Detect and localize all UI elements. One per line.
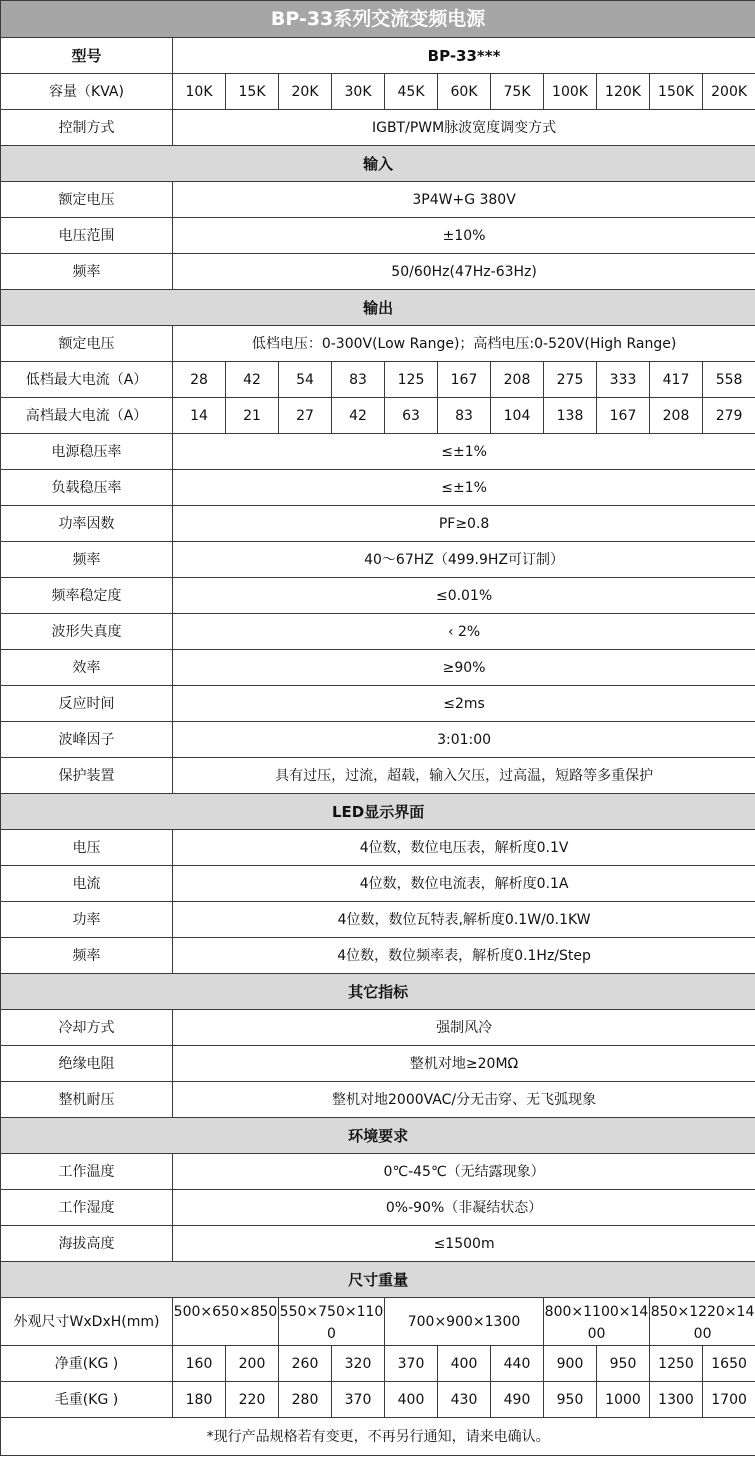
led-row-label: 频率 <box>1 938 173 974</box>
model-value: BP-33*** <box>173 38 755 74</box>
net-weight-row-value: 950 <box>597 1346 650 1382</box>
gross-weight-row-value: 1700 <box>703 1382 755 1418</box>
gross-weight-row-value: 280 <box>279 1382 332 1418</box>
high-current-row-value: 208 <box>650 398 703 434</box>
gross-weight-row-label: 毛重(KG ) <box>1 1382 173 1418</box>
high-current-row-value: 42 <box>332 398 385 434</box>
net-weight-row-value: 900 <box>544 1346 597 1382</box>
output-row <box>1 434 755 470</box>
size-section-title: 尺寸重量 <box>1 1262 755 1298</box>
title-row <box>1 1 755 38</box>
low-current-row <box>1 362 755 398</box>
net-weight-row-value: 1650 <box>703 1346 755 1382</box>
led-row <box>1 866 755 902</box>
output-row-value: 具有过压，过流，超载，输入欠压，过高温，短路等多重保护 <box>173 758 755 794</box>
output-row-label: 波峰因子 <box>1 722 173 758</box>
gross-weight-row-value: 180 <box>173 1382 226 1418</box>
control-row <box>1 110 755 146</box>
low-current-row-value: 125 <box>385 362 438 398</box>
high-current-row-label: 高档最大电流（A） <box>1 398 173 434</box>
low-current-row-label: 低档最大电流（A） <box>1 362 173 398</box>
output-section <box>1 290 755 326</box>
capacity-row-value: 60K <box>438 74 491 110</box>
env-row <box>1 1190 755 1226</box>
footnote: *现行产品规格若有变更，不再另行通知，请来电确认。 <box>1 1418 755 1456</box>
control-row-value: IGBT/PWM脉波宽度调变方式 <box>173 110 755 146</box>
led-row-value: 4位数，数位电流表，解析度0.1A <box>173 866 755 902</box>
led-row-label: 电压 <box>1 830 173 866</box>
output-row-value: ≤2ms <box>173 686 755 722</box>
output-row <box>1 470 755 506</box>
output-row-value: ≥90% <box>173 650 755 686</box>
capacity-row-value: 10K <box>173 74 226 110</box>
net-weight-row-value: 160 <box>173 1346 226 1382</box>
gross-weight-row-value: 490 <box>491 1382 544 1418</box>
other-row-value: 整机对地≥20MΩ <box>173 1046 755 1082</box>
other-section <box>1 974 755 1010</box>
input-row-value: 50/60Hz(47Hz-63Hz) <box>173 254 755 290</box>
env-row-label: 海拔高度 <box>1 1226 173 1262</box>
env-row <box>1 1226 755 1262</box>
capacity-row-value: 20K <box>279 74 332 110</box>
other-row-value: 强制风冷 <box>173 1010 755 1046</box>
output-row <box>1 686 755 722</box>
input-row-label: 额定电压 <box>1 182 173 218</box>
gross-weight-row-value: 1300 <box>650 1382 703 1418</box>
led-row-value: 4位数，数位电压表，解析度0.1V <box>173 830 755 866</box>
output-row <box>1 722 755 758</box>
other-row-label: 冷却方式 <box>1 1010 173 1046</box>
dims-label: 外观尺寸WxDxH(mm) <box>1 1298 173 1346</box>
led-row <box>1 938 755 974</box>
capacity-row-value: 100K <box>544 74 597 110</box>
low-current-row-value: 167 <box>438 362 491 398</box>
other-row <box>1 1046 755 1082</box>
net-weight-row-value: 200 <box>226 1346 279 1382</box>
env-row-label: 工作湿度 <box>1 1190 173 1226</box>
capacity-row <box>1 74 755 110</box>
output-row <box>1 506 755 542</box>
low-current-row-value: 28 <box>173 362 226 398</box>
net-weight-row-value: 370 <box>385 1346 438 1382</box>
other-row-label: 绝缘电阻 <box>1 1046 173 1082</box>
model-row <box>1 38 755 74</box>
led-row-value: 4位数，数位瓦特表,解析度0.1W/0.1KW <box>173 902 755 938</box>
net-weight-row-value: 440 <box>491 1346 544 1382</box>
env-row-value: 0℃-45℃（无结露现象） <box>173 1154 755 1190</box>
capacity-row-value: 200K <box>703 74 755 110</box>
capacity-row-value: 45K <box>385 74 438 110</box>
input-section-title: 输入 <box>1 146 755 182</box>
input-row-value: ±10% <box>173 218 755 254</box>
env-section <box>1 1118 755 1154</box>
dims-value: 550×750×1100 <box>279 1298 385 1346</box>
high-current-row-value: 138 <box>544 398 597 434</box>
capacity-row-value: 120K <box>597 74 650 110</box>
low-current-row-value: 83 <box>332 362 385 398</box>
output-row-value: ≤±1% <box>173 470 755 506</box>
low-current-row-value: 42 <box>226 362 279 398</box>
other-row-value: 整机对地2000VAC/分无击穿、无飞弧现象 <box>173 1082 755 1118</box>
output-row-label: 波形失真度 <box>1 614 173 650</box>
spec-table-body <box>1 1 755 1456</box>
other-row <box>1 1082 755 1118</box>
dims-row <box>1 1298 755 1346</box>
output-row-value: PF≥0.8 <box>173 506 755 542</box>
led-row-label: 功率 <box>1 902 173 938</box>
input-row <box>1 182 755 218</box>
capacity-row-value: 150K <box>650 74 703 110</box>
output-row-label: 反应时间 <box>1 686 173 722</box>
gross-weight-row <box>1 1382 755 1418</box>
output-row <box>1 758 755 794</box>
low-current-row-value: 333 <box>597 362 650 398</box>
dims-value: 800×1100×1400 <box>544 1298 650 1346</box>
model-label: 型号 <box>1 38 173 74</box>
output-row <box>1 578 755 614</box>
led-section <box>1 794 755 830</box>
size-section <box>1 1262 755 1298</box>
env-row <box>1 1154 755 1190</box>
high-current-row-value: 27 <box>279 398 332 434</box>
gross-weight-row-value: 220 <box>226 1382 279 1418</box>
output-row <box>1 614 755 650</box>
dims-value: 850×1220×1400 <box>650 1298 755 1346</box>
capacity-row-label: 容量（KVA) <box>1 74 173 110</box>
net-weight-row <box>1 1346 755 1382</box>
gross-weight-row-value: 430 <box>438 1382 491 1418</box>
output-row <box>1 542 755 578</box>
input-row <box>1 254 755 290</box>
net-weight-row-value: 260 <box>279 1346 332 1382</box>
capacity-row-value: 75K <box>491 74 544 110</box>
led-section-title: LED显示界面 <box>1 794 755 830</box>
led-row <box>1 902 755 938</box>
control-row-label: 控制方式 <box>1 110 173 146</box>
output-row-value: 40～67HZ（499.9HZ可订制） <box>173 542 755 578</box>
dims-value: 500×650×850 <box>173 1298 279 1346</box>
low-current-row-value: 54 <box>279 362 332 398</box>
env-row-value: 0%-90%（非凝结状态） <box>173 1190 755 1226</box>
input-section <box>1 146 755 182</box>
output-row-value: ≤±1% <box>173 434 755 470</box>
output-row <box>1 650 755 686</box>
high-current-row-value: 83 <box>438 398 491 434</box>
high-current-row-value: 14 <box>173 398 226 434</box>
output-row-value: ≤0.01% <box>173 578 755 614</box>
output-row-label: 效率 <box>1 650 173 686</box>
high-current-row-value: 104 <box>491 398 544 434</box>
env-row-label: 工作温度 <box>1 1154 173 1190</box>
output-row-label: 频率 <box>1 542 173 578</box>
capacity-row-value: 30K <box>332 74 385 110</box>
high-current-row-value: 63 <box>385 398 438 434</box>
output-row-value: ‹ 2% <box>173 614 755 650</box>
output-row-label: 电源稳压率 <box>1 434 173 470</box>
net-weight-row-value: 320 <box>332 1346 385 1382</box>
input-row-label: 电压范围 <box>1 218 173 254</box>
input-row-label: 频率 <box>1 254 173 290</box>
output-row-value: 3:01:00 <box>173 722 755 758</box>
led-row-value: 4位数，数位频率表，解析度0.1Hz/Step <box>173 938 755 974</box>
gross-weight-row-value: 400 <box>385 1382 438 1418</box>
output-rated-voltage-row <box>1 326 755 362</box>
output-section-title: 输出 <box>1 290 755 326</box>
output-row-label: 负载稳压率 <box>1 470 173 506</box>
table-title: BP-33系列交流变频电源 <box>1 1 755 38</box>
output-row-label: 保护装置 <box>1 758 173 794</box>
output-rated-voltage-row-value: 低档电压：0-300V(Low Range)；高档电压:0-520V(High Range) <box>173 326 755 362</box>
gross-weight-row-value: 1000 <box>597 1382 650 1418</box>
led-row-label: 电流 <box>1 866 173 902</box>
other-row <box>1 1010 755 1046</box>
low-current-row-value: 275 <box>544 362 597 398</box>
capacity-row-value: 15K <box>226 74 279 110</box>
env-section-title: 环境要求 <box>1 1118 755 1154</box>
high-current-row-value: 167 <box>597 398 650 434</box>
high-current-row <box>1 398 755 434</box>
gross-weight-row-value: 950 <box>544 1382 597 1418</box>
low-current-row-value: 558 <box>703 362 755 398</box>
led-row <box>1 830 755 866</box>
env-row-value: ≤1500m <box>173 1226 755 1262</box>
input-row-value: 3P4W+G 380V <box>173 182 755 218</box>
other-row-label: 整机耐压 <box>1 1082 173 1118</box>
output-row-label: 功率因数 <box>1 506 173 542</box>
net-weight-row-label: 净重(KG ) <box>1 1346 173 1382</box>
output-row-label: 频率稳定度 <box>1 578 173 614</box>
dims-value: 700×900×1300 <box>385 1298 544 1346</box>
gross-weight-row-value: 370 <box>332 1382 385 1418</box>
low-current-row-value: 208 <box>491 362 544 398</box>
net-weight-row-value: 400 <box>438 1346 491 1382</box>
output-rated-voltage-row-label: 额定电压 <box>1 326 173 362</box>
input-row <box>1 218 755 254</box>
other-section-title: 其它指标 <box>1 974 755 1010</box>
note-row <box>1 1418 755 1456</box>
high-current-row-value: 21 <box>226 398 279 434</box>
low-current-row-value: 417 <box>650 362 703 398</box>
high-current-row-value: 279 <box>703 398 755 434</box>
net-weight-row-value: 1250 <box>650 1346 703 1382</box>
